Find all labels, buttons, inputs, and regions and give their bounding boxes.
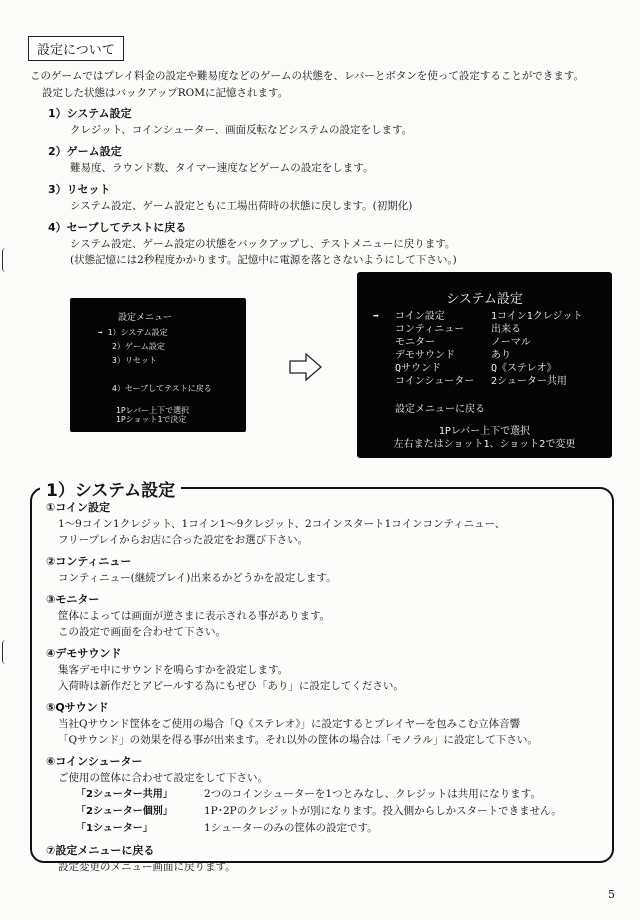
binding-mark — [2, 640, 9, 664]
setting-row: コインシューター 2シューター共用 — [395, 376, 567, 387]
shooter-table-row: 「1シューター」 1シューターのみの筐体の設定です。 — [76, 822, 378, 834]
cursor-arrow-icon: ➡ — [98, 328, 103, 337]
overview-item-desc: システム設定、ゲーム設定の状態をバックアップし、テストメニューに戻ります。 — [70, 238, 456, 250]
detail-box-title: 1）システム設定 — [40, 476, 181, 501]
intro-line: 設定した状態はバックアップROMに記憶されます。 — [42, 87, 289, 99]
overview-item-title: 4）セーブしてテストに戻る — [48, 221, 187, 234]
detail-heading: ⑦設定メニューに戻る — [46, 844, 155, 857]
system-settings-details — [46, 500, 606, 881]
binding-mark — [2, 248, 9, 272]
detail-body: 設定変更のメニュー画面に戻ります。 — [58, 861, 236, 873]
detail-heading: ②コンティニュー — [46, 555, 132, 568]
overview-item-desc: クレジット、コインシューター、画面反転などシステムの設定をします。 — [70, 124, 413, 136]
system-settings-rows — [373, 310, 583, 388]
settings-menu-screen — [70, 298, 246, 432]
right-arrow-icon — [288, 352, 324, 382]
detail-body: 1～9コイン1クレジット、1コイン1～9クレジット、2コインスタート1コインコンティニュー、 フリープレイからお店に合った設定をお選び下さい。 — [58, 518, 506, 546]
shooter-table-row: 「2シューター個別」 1P･2Pのクレジットが別になります。投入側からしかスタートできません。 — [76, 805, 562, 817]
instruction-line: 1Pレバー上下で選択 — [116, 406, 190, 415]
section-header: 設定について — [28, 36, 124, 61]
setting-row: デモサウンド あり — [395, 350, 511, 361]
overview-item-desc: システム設定、ゲーム設定ともに工場出荷時の状態に戻します。(初期化) — [70, 200, 413, 212]
overview-item — [48, 182, 608, 214]
shooter-table-row: 「2シューター共用」 2つのコインシューターを1つとみなし、クレジットは共用になります。 — [76, 788, 541, 800]
detail-heading: ①コイン設定 — [46, 501, 110, 514]
shooter-table — [58, 786, 606, 837]
cursor-arrow-icon: ➡ — [373, 311, 380, 322]
detail-body: 集客デモ中にサウンドを鳴らすかを設定します。 入荷時は新作だとアピールする為にもぜひ「あり」に設定してください。 — [58, 664, 404, 692]
settings-overview-list — [48, 106, 608, 274]
menu-option-system: ➡ 1）システム設定 — [98, 328, 168, 337]
instruction-line: 1Pレバー上下で選択 — [438, 426, 531, 437]
setting-row: Qサウンド Q《ステレオ》 — [395, 363, 557, 374]
setting-row: モニター ノーマル — [395, 337, 531, 348]
intro-text — [30, 68, 630, 102]
detail-heading: ④デモサウンド — [46, 647, 122, 660]
menu-option-save: 4）セーブしてテストに戻る — [112, 384, 212, 393]
menu-option-reset: 3）リセット — [112, 356, 157, 365]
overview-item — [48, 220, 608, 268]
detail-heading: ③モニター — [46, 593, 100, 606]
setting-row: ➡ コイン設定 1コイン1クレジット — [373, 311, 583, 322]
detail-body: ご使用の筐体に合わせて設定をして下さい。 「2シューター共用」 2つのコインシューターを1つとみなし、クレジットは共用になります。 「2シューター個別」 1P･2Pのクレジットが別になります。投入側からしかスタートできません。 「1シューター」 1シューターのみの筐体の設定です。 — [46, 770, 606, 837]
back-to-menu-option: 設定メニューに戻る — [395, 404, 485, 415]
intro-line: このゲームではプレイ料金の設定や難易度などのゲームの状態を、レバーとボタンを使って設定することができます。 — [30, 70, 584, 82]
overview-item-title: 3）リセット — [48, 183, 111, 196]
overview-item-title: 2）ゲーム設定 — [48, 145, 122, 158]
menu-options — [98, 326, 212, 396]
page-number: 5 — [608, 888, 615, 901]
detail-body: 筐体によっては画面が逆さまに表示される事があります。 この設定で画面を合わせて下さい。 — [58, 610, 331, 638]
system-settings-screen — [357, 272, 612, 458]
overview-item-title: 1）システム設定 — [48, 107, 132, 120]
menu-option-game: 2）ゲーム設定 — [112, 342, 165, 351]
instruction-line: 1Pショット1で決定 — [116, 415, 187, 424]
detail-body: 当社Qサウンド筐体をご使用の場合「Q《ステレオ》」に設定するとプレイヤーを包みこむ立体音響 「Qサウンド」の効果を得る事が出来ます。それ以外の筐体の場合は「モノラル」に設定して下さい。 — [58, 718, 538, 746]
overview-item-note: (状態記憶には2秒程度かかります。記憶中に電源を落とさないようにして下さい。) — [70, 254, 457, 266]
menu-screen-instructions — [116, 406, 189, 424]
instruction-line: 左右またはショット1、ショット2で変更 — [393, 439, 576, 450]
overview-item-desc: 難易度、ラウンド数、タイマー速度などゲームの設定をします。 — [70, 162, 374, 174]
overview-item — [48, 106, 608, 138]
system-screen-instructions — [357, 425, 612, 451]
overview-item — [48, 144, 608, 176]
detail-heading: ⑥コインシューター — [46, 755, 143, 768]
system-screen-title: システム設定 — [446, 292, 523, 307]
detail-heading: ⑤Qサウンド — [46, 701, 109, 714]
detail-body: コンティニュー(継続プレイ)出来るかどうかを設定します。 — [58, 572, 337, 584]
menu-screen-title: 設定メニュー — [118, 313, 173, 323]
setting-row: コンティニュー 出来る — [395, 324, 521, 335]
